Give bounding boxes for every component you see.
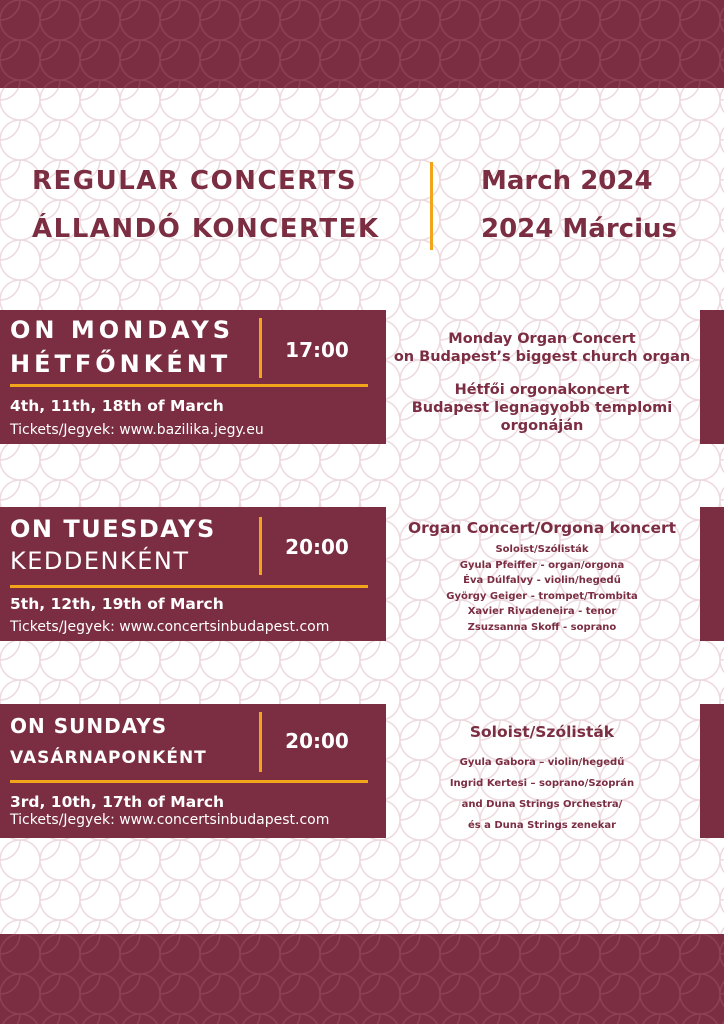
performer-line: Soloist/Szólisták	[495, 544, 589, 555]
performer-line: Éva Dúlfalvy - violin/hegedű	[463, 575, 621, 586]
title-english: REGULAR CONCERTS	[32, 166, 358, 196]
month-hungarian: 2024 Március	[481, 214, 677, 244]
performer-line: és a Duna Strings zenekar	[467, 820, 617, 831]
concert-time: 17:00	[285, 338, 349, 362]
side-tab	[700, 507, 724, 641]
performer-line: Gyula Gabora – violin/hegedű	[459, 757, 625, 768]
performer-line: Xavier Rivadeneira - tenor	[467, 606, 617, 617]
info-line: Monday Organ Concert	[448, 331, 636, 347]
top-pattern-band	[0, 0, 724, 88]
info-line: on Budapest’s biggest church organ	[393, 349, 691, 365]
tickets-link[interactable]: Tickets/Jegyek: www.concertsinbudapest.com	[10, 812, 330, 828]
monday-concert-info	[386, 330, 698, 435]
concert-dates: 5th, 12th, 19th of March	[10, 595, 224, 613]
concert-dates: 3rd, 10th, 17th of March	[10, 793, 225, 811]
concert-time: 20:00	[285, 729, 349, 753]
info-line: Budapest legnagyobb templomi	[411, 400, 673, 416]
bottom-pattern-band	[0, 934, 724, 1024]
day-label-hungarian: VASÁRNAPONKÉNT	[10, 748, 207, 768]
panel-rule	[10, 384, 368, 387]
tuesday-concert-panel	[0, 507, 386, 641]
sunday-concert-panel	[0, 704, 386, 838]
concert-dates: 4th, 11th, 18th of March	[10, 397, 224, 415]
panel-rule	[10, 780, 368, 783]
info-line: orgonáján	[500, 418, 584, 434]
tickets-link[interactable]: Tickets/Jegyek: www.concertsinbudapest.com	[10, 619, 330, 635]
performer-line: György Geiger - trompet/Trombita	[446, 590, 638, 602]
panel-rule	[10, 585, 368, 588]
concert-time: 20:00	[285, 535, 349, 559]
info-line: Hétfői orgonakoncert	[454, 382, 630, 398]
day-label-hungarian: KEDDENKÉNT	[10, 547, 190, 575]
info-heading: Organ Concert/Orgona koncert	[407, 519, 677, 537]
side-tab	[700, 704, 724, 838]
performer-line: Ingrid Kertesi – soprano/Szoprán	[449, 778, 635, 789]
header-divider	[430, 162, 433, 250]
sunday-concert-info	[386, 722, 698, 836]
performer-line: Gyula Pfeiffer - organ/orgona	[459, 559, 625, 571]
month-english: March 2024	[481, 166, 653, 196]
day-label-english: ON SUNDAYS	[10, 714, 168, 738]
title-hungarian: ÁLLANDÓ KONCERTEK	[32, 214, 380, 244]
tickets-link[interactable]: Tickets/Jegyek: www.bazilika.jegy.eu	[10, 422, 264, 438]
tuesday-concert-info	[386, 518, 698, 635]
day-label-english: ON TUESDAYS	[10, 515, 216, 543]
performer-line: and Duna Strings Orchestra/	[461, 799, 623, 810]
day-label-hungarian: HÉTFŐNKÉNT	[10, 350, 232, 378]
monday-concert-panel	[0, 310, 386, 444]
info-heading: Soloist/Szólisták	[469, 723, 615, 741]
performer-line: Zsuzsanna Skoff - soprano	[467, 621, 617, 633]
side-tab	[700, 310, 724, 444]
day-label-english: ON MONDAYS	[10, 316, 235, 344]
